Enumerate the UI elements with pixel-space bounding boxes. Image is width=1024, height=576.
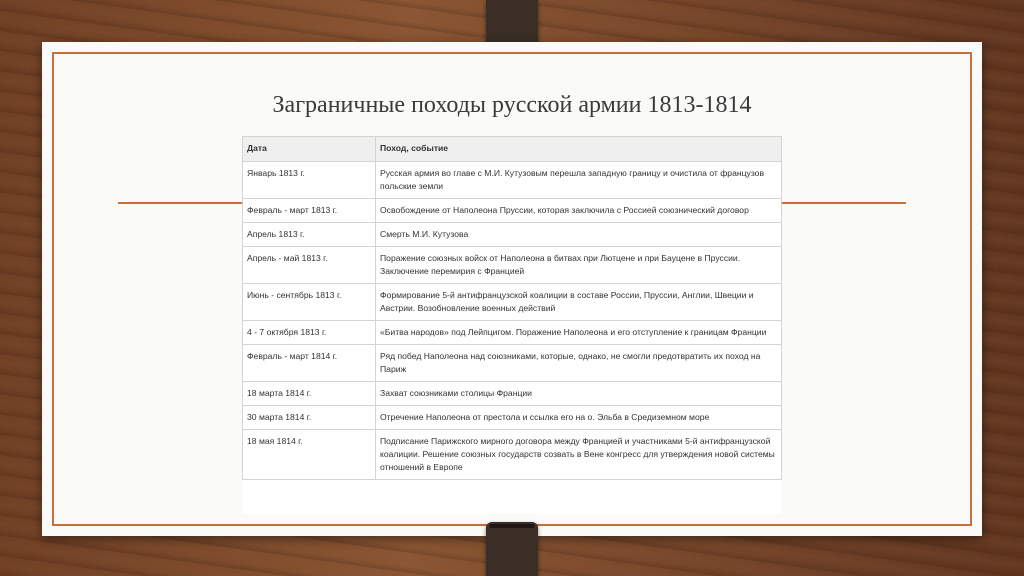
row-date: Январь 1813 г. (243, 162, 376, 199)
row-event: Ряд побед Наполеона над союзниками, которые, однако, не смогли предотвратить их поход на Париж (376, 345, 782, 382)
binder-clip-bottom (486, 522, 538, 576)
row-event: Смерть М.И. Кутузова (376, 223, 782, 247)
table-row (243, 406, 782, 430)
row-date: 18 мая 1814 г. (243, 430, 376, 480)
row-event: Формирование 5-й антифранцузской коалиции в составе России, Пруссии, Англии, Швеции и Австрии. Возобновление военных действий (376, 284, 782, 321)
table-row (243, 345, 782, 382)
row-date: Февраль - март 1813 г. (243, 199, 376, 223)
table-row (243, 321, 782, 345)
row-date: 4 - 7 октября 1813 г. (243, 321, 376, 345)
row-event: Русская армия во главе с М.И. Кутузовым перешла западную границу и очистила от французов польские земли (376, 162, 782, 199)
header-event: Поход, событие (376, 137, 782, 162)
row-date: Июнь - сентябрь 1813 г. (243, 284, 376, 321)
row-event: «Битва народов» под Лейпцигом. Поражение Наполеона и его отступление к границам Франции (376, 321, 782, 345)
table-row (243, 382, 782, 406)
events-table (242, 136, 782, 480)
row-date: Апрель - май 1813 г. (243, 247, 376, 284)
table-row (243, 199, 782, 223)
table-row (243, 284, 782, 321)
row-date: 18 марта 1814 г. (243, 382, 376, 406)
table-row (243, 223, 782, 247)
row-date: Февраль - март 1814 г. (243, 345, 376, 382)
divider-right (778, 202, 906, 204)
header-date: Дата (243, 137, 376, 162)
slide-title: Заграничные походы русской армии 1813-1814 (272, 92, 752, 118)
row-event: Захват союзниками столицы Франции (376, 382, 782, 406)
table-row (243, 247, 782, 284)
table-image (242, 136, 782, 514)
row-date: Апрель 1813 г. (243, 223, 376, 247)
row-event: Отречение Наполеона от престола и ссылка его на о. Эльба в Средиземном море (376, 406, 782, 430)
table-header-row (243, 137, 782, 162)
table-row (243, 162, 782, 199)
row-event: Подписание Парижского мирного договора между Францией и участниками 5-й антифранцузской коалиции. Решение союзных государств созвать в Вене конгресс для утверждения новой системы отношений в Европе (376, 430, 782, 480)
row-event: Поражение союзных войск от Наполеона в битвах при Лютцене и при Бауцене в Пруссии. Заключение перемирия с Францией (376, 247, 782, 284)
table-row (243, 430, 782, 480)
row-date: 30 марта 1814 г. (243, 406, 376, 430)
slide (42, 42, 982, 536)
row-event: Освобождение от Наполеона Пруссии, которая заключила с Россией союзнический договор (376, 199, 782, 223)
